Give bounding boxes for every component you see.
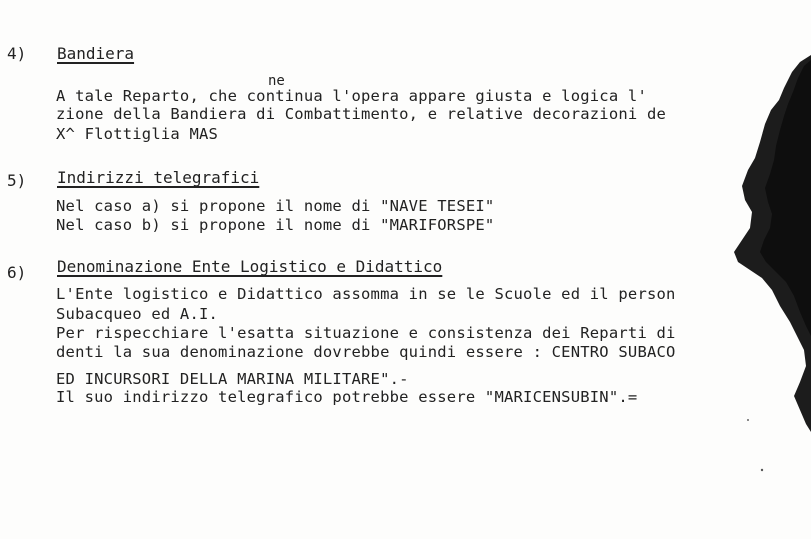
section-4-line-2: zione della Bandiera di Combattimento, e relative decorazioni de	[56, 105, 667, 123]
section-4-number: 4)	[7, 44, 27, 63]
section-6-line-2: Subacqueo ed A.I.	[56, 305, 219, 323]
section-4-line-1: A tale Reparto, che continua l'opera appare giusta e logica l'	[56, 87, 647, 105]
section-6-line-3: Per rispecchiare l'esatta situazione e consistenza dei Reparti di	[56, 324, 676, 342]
section-5-line-2: Nel caso b) si propone il nome di "MARIFORSPE"	[56, 216, 495, 234]
section-6-number: 6)	[7, 263, 27, 282]
section-6-line-5: ED INCURSORI DELLA MARINA MILITARE".-	[56, 370, 409, 388]
section-4-line-3: X^ Flottiglia MAS	[56, 125, 219, 143]
section-4-heading: Bandiera	[57, 44, 135, 63]
section-5-line-1: Nel caso a) si propone il nome di "NAVE TESEI"	[56, 197, 495, 215]
section-6-line-4: denti la sua denominazione dovrebbe quindi essere : CENTRO SUBACO	[56, 343, 676, 361]
section-5-number: 5)	[7, 171, 27, 190]
section-6-heading: Denominazione Ente Logistico e Didattico	[57, 257, 443, 276]
section-6-line-1: L'Ente logistico e Didattico assomma in se le Scuole ed il person	[56, 285, 676, 303]
section-6-line-6: Il suo indirizzo telegrafico potrebbe essere "MARICENSUBIN".=	[56, 388, 638, 406]
section-5-heading: Indirizzi telegrafici	[57, 168, 260, 187]
section-4-insertion: ne	[268, 73, 285, 89]
